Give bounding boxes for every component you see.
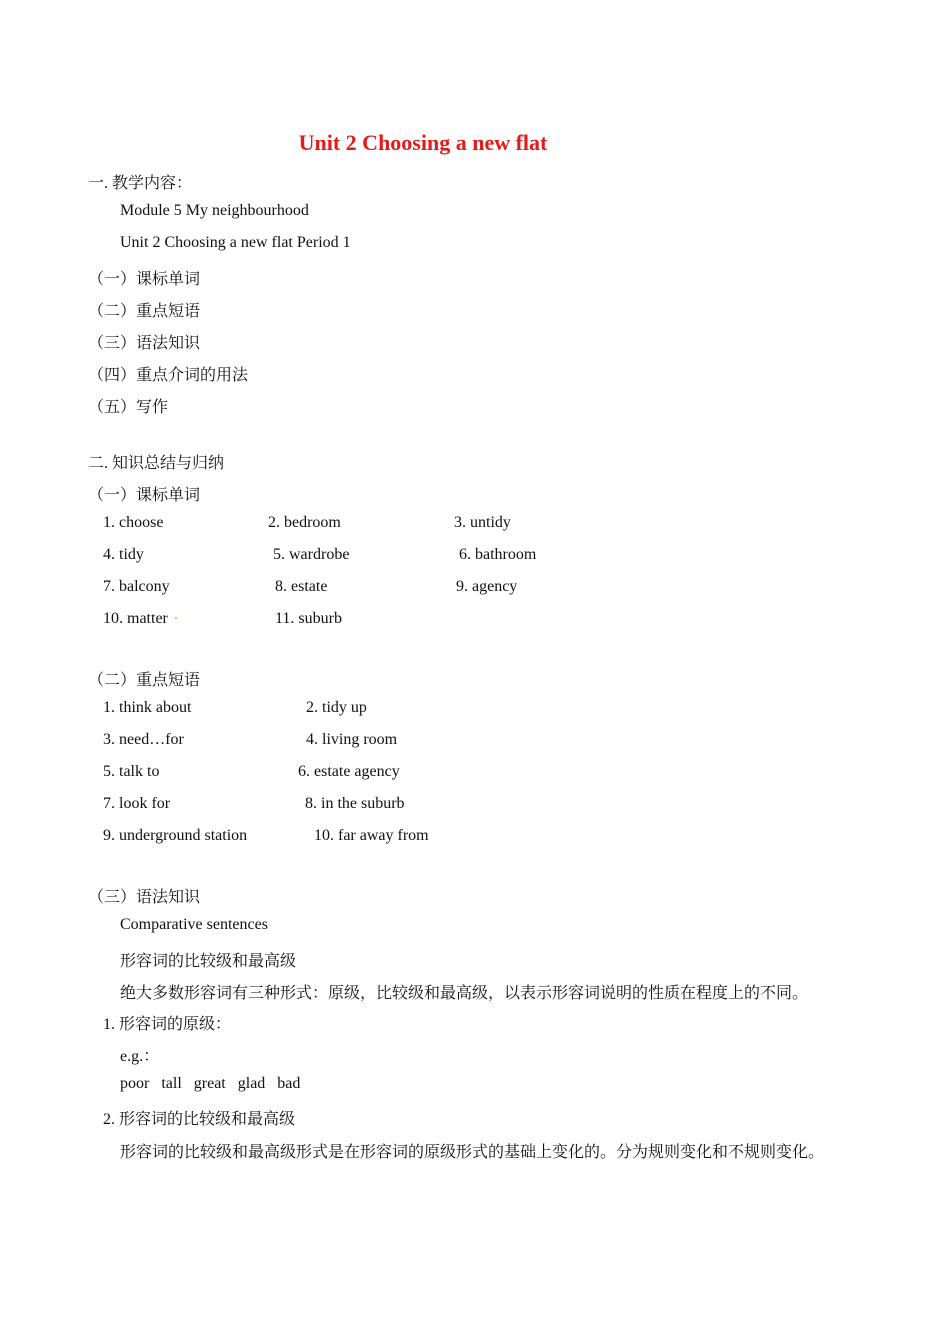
content-item-1: （一）课标单词: [88, 271, 201, 288]
grammar-heading: （三）语法知识: [88, 889, 201, 906]
phrase-item: 6. estate agency: [298, 763, 400, 780]
vocab-word: 10. matter: [103, 610, 168, 627]
phrase-item: 3. need…for: [103, 731, 184, 748]
content-item-2: （二）重点短语: [88, 303, 201, 320]
decorative-dot: .: [174, 606, 178, 623]
phrase-item: 4. living room: [306, 731, 398, 748]
phrase-item: 7. look for: [103, 795, 171, 812]
document-title: Unit 2 Choosing a new flat: [298, 130, 548, 155]
section1-heading: 一. 教学内容：: [88, 175, 193, 192]
grammar-point: 2. 形容词的比较级和最高级: [103, 1111, 296, 1128]
example-words: poor tall great glad bad: [120, 1075, 301, 1092]
vocab-word: 6. bathroom: [459, 546, 537, 563]
content-item-5: （五）写作: [88, 399, 169, 416]
phrase-item: 1. think about: [103, 699, 192, 716]
content-item-4: （四）重点介词的用法: [88, 367, 249, 384]
grammar-line: 绝大多数形容词有三种形式：原级，比较级和最高级，以表示形容词说明的性质在程度上的不同。: [120, 985, 809, 1002]
unit-line: Unit 2 Choosing a new flat Period 1: [120, 234, 351, 251]
example-label: e.g.：: [120, 1048, 160, 1065]
phrase-item: 5. talk to: [103, 763, 160, 780]
phrase-item: 8. in the suburb: [305, 795, 405, 812]
vocab-word: 1. choose: [103, 514, 164, 531]
grammar-line: 形容词的比较级和最高级形式是在形容词的原级形式的基础上变化的。分为规则变化和不规则变化。: [120, 1144, 825, 1161]
vocab-heading: （一）课标单词: [88, 487, 201, 504]
phrase-item: 9. underground station: [103, 827, 248, 844]
grammar-line: Comparative sentences: [120, 916, 268, 933]
vocab-word: 4. tidy: [103, 546, 144, 563]
content-item-3: （三）语法知识: [88, 335, 201, 352]
grammar-point: 1. 形容词的原级：: [103, 1016, 232, 1033]
section2-heading: 二. 知识总结与归纳: [88, 455, 225, 472]
vocab-word: 3. untidy: [454, 514, 511, 531]
vocab-word: 8. estate: [275, 578, 328, 595]
phrase-item: 2. tidy up: [306, 699, 367, 716]
vocab-word: 2. bedroom: [268, 514, 341, 531]
module-line: Module 5 My neighbourhood: [120, 202, 309, 219]
phrase-item: 10. far away from: [314, 827, 429, 844]
grammar-line: 形容词的比较级和最高级: [120, 953, 297, 970]
phrases-heading: （二）重点短语: [88, 672, 201, 689]
vocab-word: 5. wardrobe: [273, 546, 350, 563]
vocab-word: 9. agency: [456, 578, 518, 595]
vocab-word: 11. suburb: [275, 610, 342, 627]
vocab-word: 7. balcony: [103, 578, 170, 595]
